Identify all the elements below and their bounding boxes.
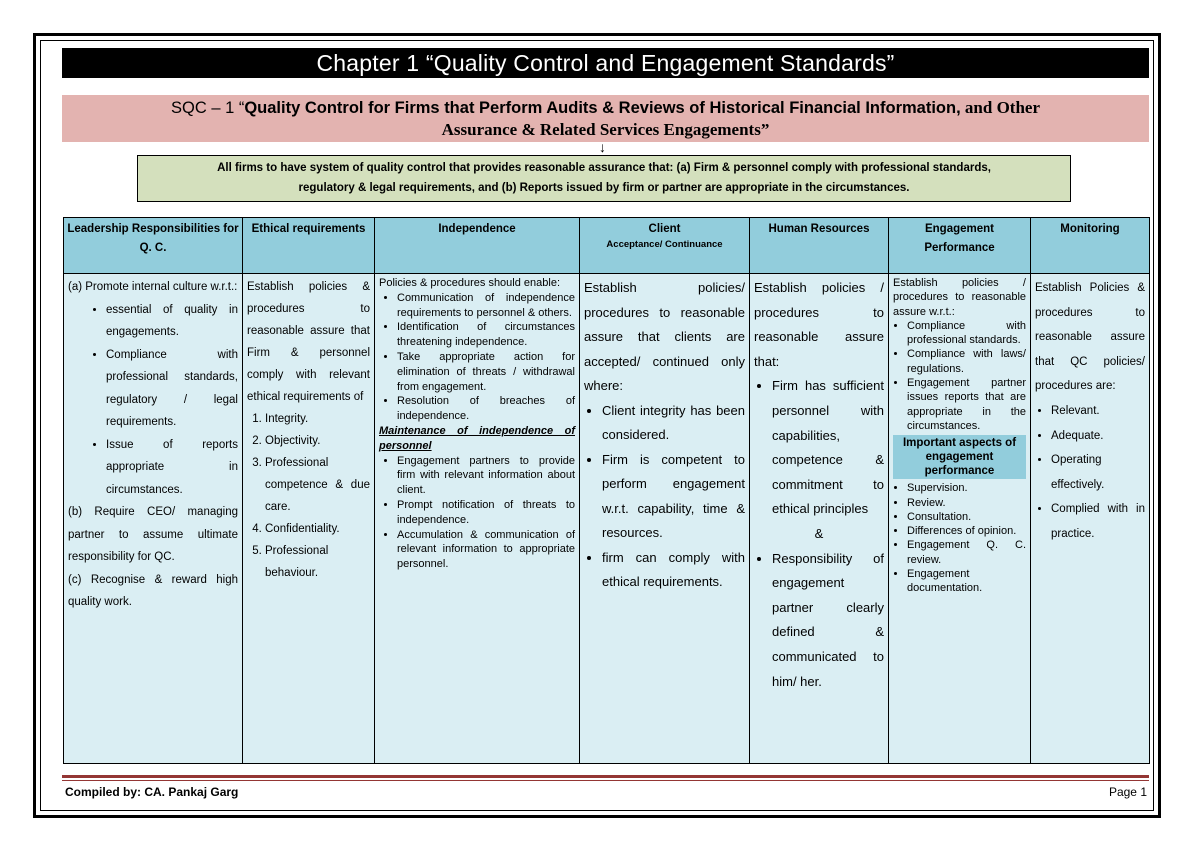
sqc-title-bold: Quality Control for Firms that Perform Audits & Reviews of Historical Financial Information, xyxy=(244,99,961,117)
list-item: • Compliance with laws/ regulations. xyxy=(907,347,1026,376)
list-item: • Relevant. xyxy=(1051,399,1145,424)
independence-maintenance-heading: Maintenance of independence of personnel xyxy=(379,424,575,452)
list-item: • Adequate. xyxy=(1051,424,1145,449)
cell-monitoring xyxy=(1031,274,1150,764)
header-client xyxy=(580,218,750,274)
footer-rule-thick xyxy=(62,775,1149,778)
list-item: • Responsibility of engagement partner clearly defined & communicated to him/ her. xyxy=(772,547,884,695)
list-item: • Firm has sufficient personnel with capabilities, competence & commitment to ethical principles xyxy=(772,374,884,522)
cell-leadership xyxy=(64,274,243,764)
footer-rule-thin xyxy=(62,780,1149,781)
header-client-title: Client xyxy=(648,223,681,235)
list-item: • firm can comply with ethical requirements. xyxy=(602,546,745,595)
sqc-title-serif-1: and Other xyxy=(960,98,1041,117)
table-header-row xyxy=(64,218,1150,274)
human-intro: Establish policies / procedures to reasonable assure that: xyxy=(754,280,884,369)
header-leadership: Leadership Responsibilities for Q. C. xyxy=(64,218,243,274)
header-engagement: Engagement Performance xyxy=(889,218,1031,274)
list-item: • Operating effectively. xyxy=(1051,448,1145,497)
list-item: • Take appropriate action for elimination of threats / withdrawal from engagement. xyxy=(397,350,575,394)
table-content-row xyxy=(64,274,1150,764)
list-item: • Engagement partner issues reports that are appropriate in the circumstances. xyxy=(907,376,1026,433)
engagement-highlight: Important aspects of engagement performance xyxy=(893,435,1026,479)
list-item: 2. Objectivity. xyxy=(265,430,370,452)
sqc-prefix: SQC – 1 “ xyxy=(170,99,245,117)
leadership-a: (a) Promote internal culture w.r.t.: xyxy=(68,281,238,293)
footer-page-number: Page 1 xyxy=(1108,785,1147,799)
list-item: • Issue of reports appropriate in circumstances. xyxy=(106,434,238,502)
header-independence: Independence xyxy=(375,218,580,274)
cell-human-resources xyxy=(750,274,889,764)
leadership-b: (b) Require CEO/ managing partner to assume ultimate responsibility for QC. xyxy=(68,506,238,563)
list-item: 4. Confidentiality. xyxy=(265,518,370,540)
list-item: • Supervision. xyxy=(907,481,1026,495)
list-item: • Firm is competent to perform engagement w.r.t. capability, time & resources. xyxy=(602,448,745,546)
header-human-resources: Human Resources xyxy=(750,218,889,274)
list-item: 1. Integrity. xyxy=(265,408,370,430)
cell-ethical xyxy=(243,274,375,764)
requirement-line-1: All firms to have system of quality control that provides reasonable assurance that: (a) Firm & personnel comply with professional standards, xyxy=(217,162,991,174)
leadership-c: (c) Recognise & reward high quality work. xyxy=(68,573,238,608)
list-item: • Communication of independence requirements to personnel & others. xyxy=(397,291,575,321)
cell-engagement xyxy=(889,274,1031,764)
standards-table xyxy=(63,217,1150,764)
list-item: • Engagement documentation. xyxy=(907,567,1026,596)
list-item: • Complied with in practice. xyxy=(1051,497,1145,546)
sqc-title-serif-2: Assurance & Related Services Engagements” xyxy=(441,120,770,139)
list-item: 5. Professional behaviour. xyxy=(265,540,370,584)
independence-intro: Policies & procedures should enable: xyxy=(379,277,561,289)
list-item: • Accumulation & communication of relevant information to appropriate personnel. xyxy=(397,528,575,572)
monitoring-intro: Establish Policies & procedures to reasonable assure that QC policies/ procedures are: xyxy=(1035,282,1145,393)
list-item: 3. Professional competence & due care. xyxy=(265,452,370,518)
header-client-sub: Acceptance/ Continuance xyxy=(606,239,723,250)
list-item: • Client integrity has been considered. xyxy=(602,399,745,448)
requirement-line-2: regulatory & legal requirements, and (b) Reports issued by firm or partner are appropriate in the circumstances. xyxy=(298,182,910,194)
footer-compiled-by: Compiled by: CA. Pankaj Garg xyxy=(65,785,239,799)
list-item: • Engagement partners to provide firm with relevant information about client. xyxy=(397,454,575,498)
list-item: • Differences of opinion. xyxy=(907,524,1026,538)
list-item: • Compliance with professional standards, regulatory / legal requirements. xyxy=(106,344,238,434)
cell-independence xyxy=(375,274,580,764)
chapter-title: Chapter 1 “Quality Control and Engagement Standards” xyxy=(62,48,1149,78)
requirement-box xyxy=(137,155,1071,202)
list-item: • Prompt notification of threats to independence. xyxy=(397,498,575,528)
human-ampersand: & xyxy=(814,525,824,541)
ethical-intro: Establish policies & procedures to reasonable assure that Firm & personnel comply with relevant ethical requirements of xyxy=(247,281,370,403)
list-item: • Engagement Q. C. review. xyxy=(907,538,1026,567)
list-item: • Consultation. xyxy=(907,510,1026,524)
header-monitoring: Monitoring xyxy=(1031,218,1150,274)
list-item: • Identification of circumstances threatening independence. xyxy=(397,320,575,350)
client-intro: Establish policies/ procedures to reasonable assure that clients are accepted/ continued only where: xyxy=(584,280,745,393)
sqc-heading xyxy=(62,95,1149,142)
list-item: • Review. xyxy=(907,496,1026,510)
down-arrow-icon: ↓ xyxy=(599,139,606,155)
header-ethical: Ethical requirements xyxy=(243,218,375,274)
list-item: • Compliance with professional standards. xyxy=(907,319,1026,348)
list-item: • essential of quality in engagements. xyxy=(106,299,238,344)
list-item: • Resolution of breaches of independence. xyxy=(397,394,575,424)
cell-client xyxy=(580,274,750,764)
engagement-intro: Establish policies / procedures to reasonable assure w.r.t.: xyxy=(893,277,1026,318)
